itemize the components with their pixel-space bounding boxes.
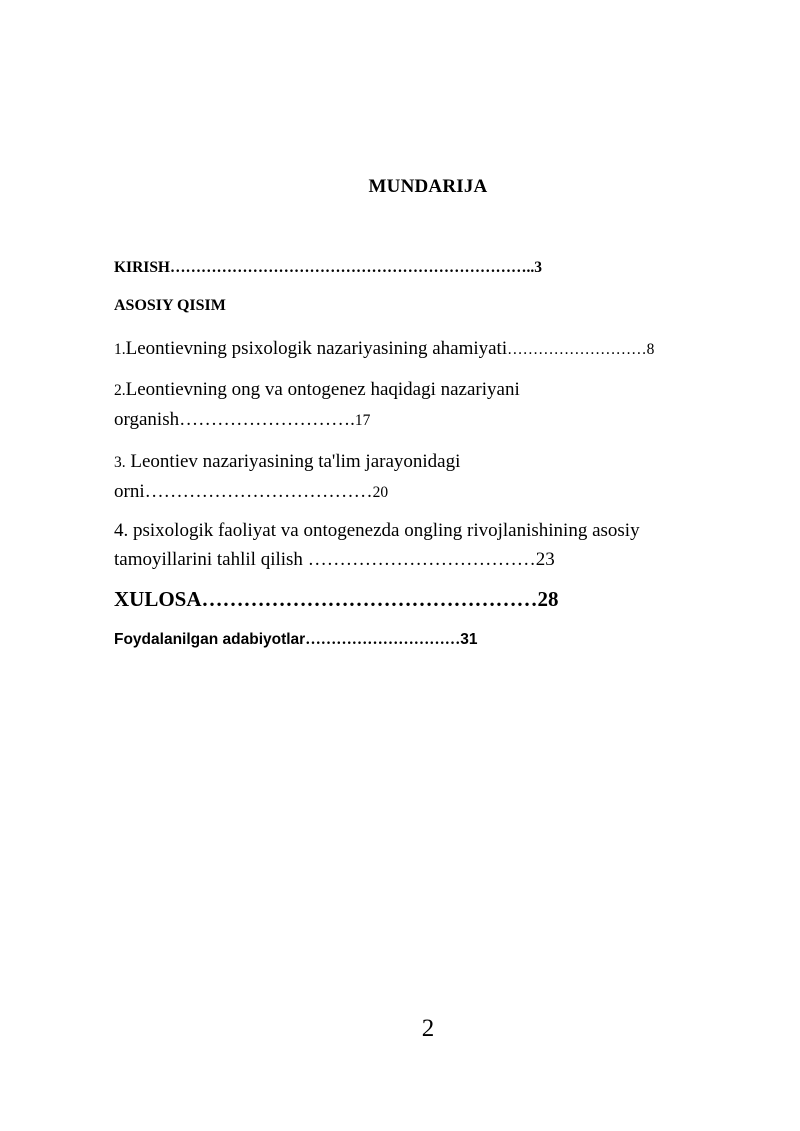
toc-entry-foydalanilgan-adabiyotlar[interactable] [114,631,477,649]
toc-text-line1: Leontiev nazariyasining ta'lim jarayonidagi [125,451,461,472]
toc-text-line1: psixologik faoliyat va ontogenezda ongling rivojlanishining asosiy [128,520,640,541]
toc-dots: ……………………… [507,341,647,358]
toc-entry-4[interactable] [114,516,640,574]
toc-text-line2: orni [114,481,145,502]
toc-text-line2: organish [114,409,180,430]
toc-dots: ………………………… [305,631,461,648]
toc-entry-1[interactable] [114,334,654,364]
toc-dots: …………………………………………………………….. [170,259,535,276]
toc-dots: ……………………………… [144,481,373,502]
toc-page: 28 [537,587,559,611]
toc-section-asosiy-qisim: ASOSIY QISIM [114,297,226,314]
toc-entry-3[interactable] [114,447,460,507]
toc-number: 4. [114,520,129,541]
toc-label: Foydalanilgan adabiyotlar [114,631,306,648]
toc-page: 20 [372,484,389,501]
toc-entry-xulosa[interactable] [114,587,559,612]
toc-dots: ………………………. [179,409,355,430]
toc-page: 8 [646,341,655,358]
toc-dots: ……………………………… [307,549,536,570]
page-title: MUNDARIJA [368,176,488,197]
toc-page: 23 [535,549,555,570]
toc-page: 3 [534,259,542,276]
toc-page: 17 [354,412,371,429]
toc-entry-2[interactable] [114,375,520,435]
toc-entry-kirish[interactable] [114,259,542,277]
toc-text-line1: Leontievning ong va ontogenez haqidagi nazariyani [125,379,520,400]
toc-label: KIRISH [114,259,170,276]
toc-text: Leontievning psixologik nazariyasining ahamiyati [125,338,508,359]
toc-dots: ………………………………………… [201,587,538,611]
toc-number: 3. [114,454,126,471]
toc-number: 2. [114,382,126,399]
toc-label: XULOSA [114,587,202,611]
toc-text-line2: tamoyillarini tahlil qilish [114,549,308,570]
toc-page: 31 [460,631,478,648]
page-number: 2 [421,1015,435,1042]
toc-number: 1. [114,341,126,358]
